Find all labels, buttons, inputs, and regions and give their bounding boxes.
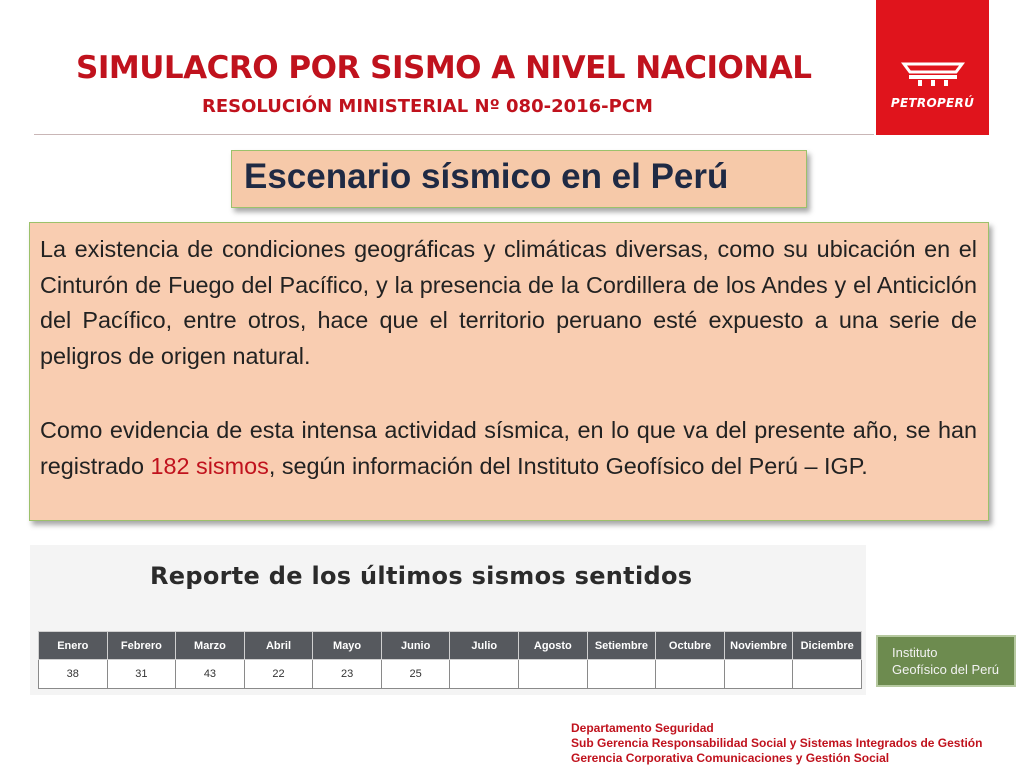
footer-line-3: Gerencia Corporativa Comunicaciones y Gestión Social: [571, 751, 890, 765]
count-cell: 31: [107, 660, 176, 689]
month-header: Febrero: [107, 632, 176, 660]
paragraph-2: [40, 413, 977, 484]
count-cell: 25: [381, 660, 450, 689]
earthquake-table: [38, 631, 862, 689]
month-header: Noviembre: [724, 632, 793, 660]
month-header: Mayo: [313, 632, 382, 660]
count-cell: [587, 660, 656, 689]
count-cell: [656, 660, 725, 689]
count-cell: [450, 660, 519, 689]
petroperu-logo: [876, 0, 989, 135]
footer-credits: [571, 721, 982, 766]
igp-line-2: Geofísico del Perú: [892, 662, 999, 677]
logo-text: PETROPERÚ: [890, 96, 975, 110]
month-header: Agosto: [519, 632, 588, 660]
table-row: [39, 660, 862, 689]
page-subtitle: RESOLUCIÓN MINISTERIAL Nº 080-2016-PCM: [202, 96, 653, 117]
earthquake-count-highlight: 182 sismos: [150, 452, 269, 479]
month-header: Junio: [381, 632, 450, 660]
table-header-row: [39, 632, 862, 660]
month-header: Abril: [244, 632, 313, 660]
igp-line-1: Instituto: [892, 645, 938, 660]
count-cell: 22: [244, 660, 313, 689]
paragraph-2-end: , según información del Instituto Geofísico del Perú – IGP.: [268, 452, 868, 479]
count-cell: 43: [176, 660, 245, 689]
month-header: Enero: [39, 632, 108, 660]
petroperu-logo-icon: [900, 58, 966, 88]
count-cell: [519, 660, 588, 689]
page-title: SIMULACRO POR SISMO A NIVEL NACIONAL: [76, 50, 812, 86]
month-header: Diciembre: [793, 632, 862, 660]
month-header: Julio: [450, 632, 519, 660]
igp-logo: [876, 635, 1016, 687]
count-cell: [724, 660, 793, 689]
section-heading: Escenario sísmico en el Perú: [244, 157, 729, 196]
count-cell: [793, 660, 862, 689]
month-header: Octubre: [656, 632, 725, 660]
count-cell: 23: [313, 660, 382, 689]
description-box: [29, 222, 989, 521]
month-header: Marzo: [176, 632, 245, 660]
report-panel: [30, 545, 866, 695]
count-cell: 38: [39, 660, 108, 689]
section-heading-box: [231, 150, 807, 208]
report-title: Reporte de los últimos sismos sentidos: [150, 562, 693, 590]
paragraph-2-start: Como evidencia de esta intensa actividad sísmica, en lo que va del presente año, se han registrado: [40, 417, 977, 479]
footer-line-2: Sub Gerencia Responsabilidad Social y Sistemas Integrados de Gestión: [571, 736, 983, 750]
footer-line-1: Departamento Seguridad: [571, 721, 714, 735]
month-header: Setiembre: [587, 632, 656, 660]
paragraph-1: La existencia de condiciones geográficas y climáticas diversas, como su ubicación en el Cinturón de Fuego del Pacífico, y la presencia de la Cordillera de los Andes y el Anticiclón del Pacífico, entre otros, hace que el territorio peruano esté expuesto a una serie de peligros de origen natural.: [40, 236, 977, 369]
header-divider: [34, 134, 874, 135]
